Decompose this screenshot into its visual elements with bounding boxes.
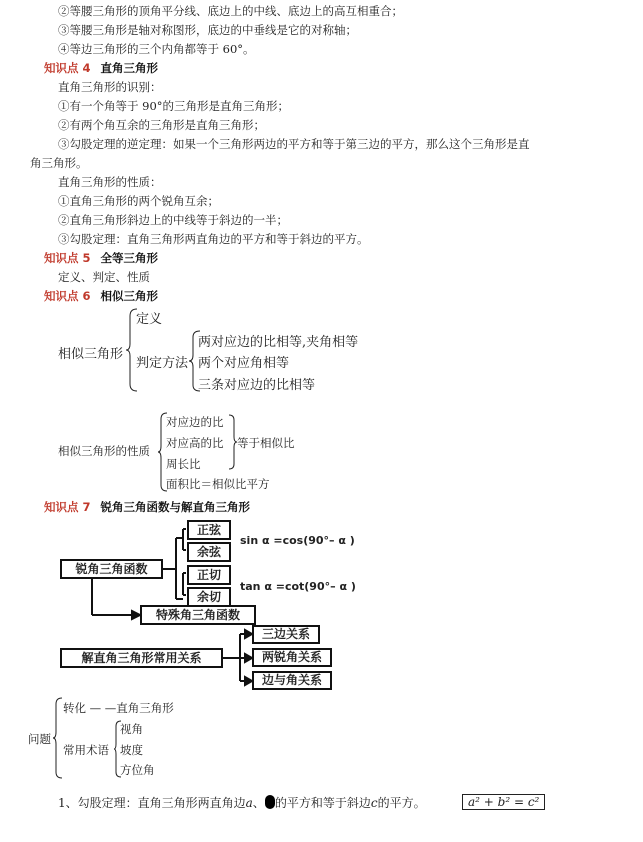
text-line: ③等腰三角形是轴对称图形，底边的中垂线是它的对称轴； [58,23,357,37]
ink-blot [265,795,275,809]
cotangent-box: 余切 [187,587,231,607]
property-item: 周长比 [166,457,201,471]
section-title: 直角三角形 [100,61,159,75]
property-item: 对应边的比 [166,415,224,429]
text-line: 直角三角形的性质： [58,175,162,189]
formula-tan-cot: tan α =cot(90°– α ) [240,580,356,593]
property-item: 面积比＝相似比平方 [166,477,270,491]
diagram-root-label: 相似三角形的性质 [58,444,150,458]
term-item: 方位角 [120,763,155,777]
relation-box: 三边关系 [252,625,320,644]
property-item: 对应高的比 [166,436,224,450]
pythagorean-statement [58,795,426,811]
diagram-item-judge: 判定方法 [136,356,189,371]
term-item: 坡度 [120,743,143,757]
text-line: ③勾股定理的逆定理：如果一个三角形两边的平方和等于第三边的平方，那么这个三角形是直 [58,137,530,151]
terms-head: 常用术语 [63,743,109,757]
formula-sin-cos: sin α =cos(90°– α ) [240,534,355,547]
statement-text: 的平方和等于斜边 [274,796,371,810]
relation-box: 边与角关系 [252,671,332,690]
section-number: 知识点 5 [44,251,91,265]
equation-box: a² + b² = c² [462,794,545,810]
statement-text: 1、勾股定理：直角三角形两直角边 [58,796,246,810]
judge-method: 三条对应边的比相等 [198,378,316,393]
judge-method: 两对应边的比相等,夹角相等 [198,335,359,350]
variable-a: a [245,796,253,810]
solve-root-box: 解直角三角形常用关系 [60,648,223,668]
sine-box: 正弦 [187,520,231,540]
text-line: ②有两个角互余的三角形是直角三角形； [58,118,265,132]
section-title: 相似三角形 [100,289,159,303]
diagram-item-definition: 定义 [136,312,163,327]
judge-method: 两个对应角相等 [198,356,290,371]
text-line: ②直角三角形斜边上的中线等于斜边的一半； [58,213,288,227]
text-line: 定义、判定、性质 [58,270,150,284]
text-line: ②等腰三角形的顶角平分线、底边上的中线、底边上的高互相重合； [58,4,403,18]
tangent-box: 正切 [187,565,231,585]
text-line: ①直角三角形的两个锐角互余； [58,194,219,208]
text-line: ③勾股定理：直角三角形两直角边的平方和等于斜边的平方。 [58,232,369,246]
statement-text: 的平方。 [377,796,426,810]
text-line: ①有一个角等于 90°的三角形是直角三角形； [58,99,290,113]
section-title: 全等三角形 [100,251,159,265]
section-title: 锐角三角函数与解直角三角形 [100,500,251,514]
section-number: 知识点 4 [44,61,91,75]
section-number: 知识点 7 [44,500,91,514]
special-angle-box: 特殊角三角函数 [140,605,256,625]
diagram-root-label: 问题 [28,732,51,746]
text-line: 角三角形。 [30,156,88,170]
relation-box: 两锐角关系 [252,648,332,667]
statement-separator: 、 [252,796,265,810]
trig-root-box: 锐角三角函数 [60,559,163,579]
text-line: ④等边三角形的三个内角都等于 60°。 [58,42,255,56]
text-line: 直角三角形的识别： [58,80,162,94]
cosine-box: 余弦 [187,542,231,562]
term-item: 视角 [120,722,143,736]
variable-c: c [370,796,378,810]
section-number: 知识点 6 [44,289,91,303]
diagram-root-label: 相似三角形 [58,347,124,362]
property-result: 等于相似比 [237,436,295,450]
problem-convert: 转化 — —直角三角形 [63,701,174,715]
